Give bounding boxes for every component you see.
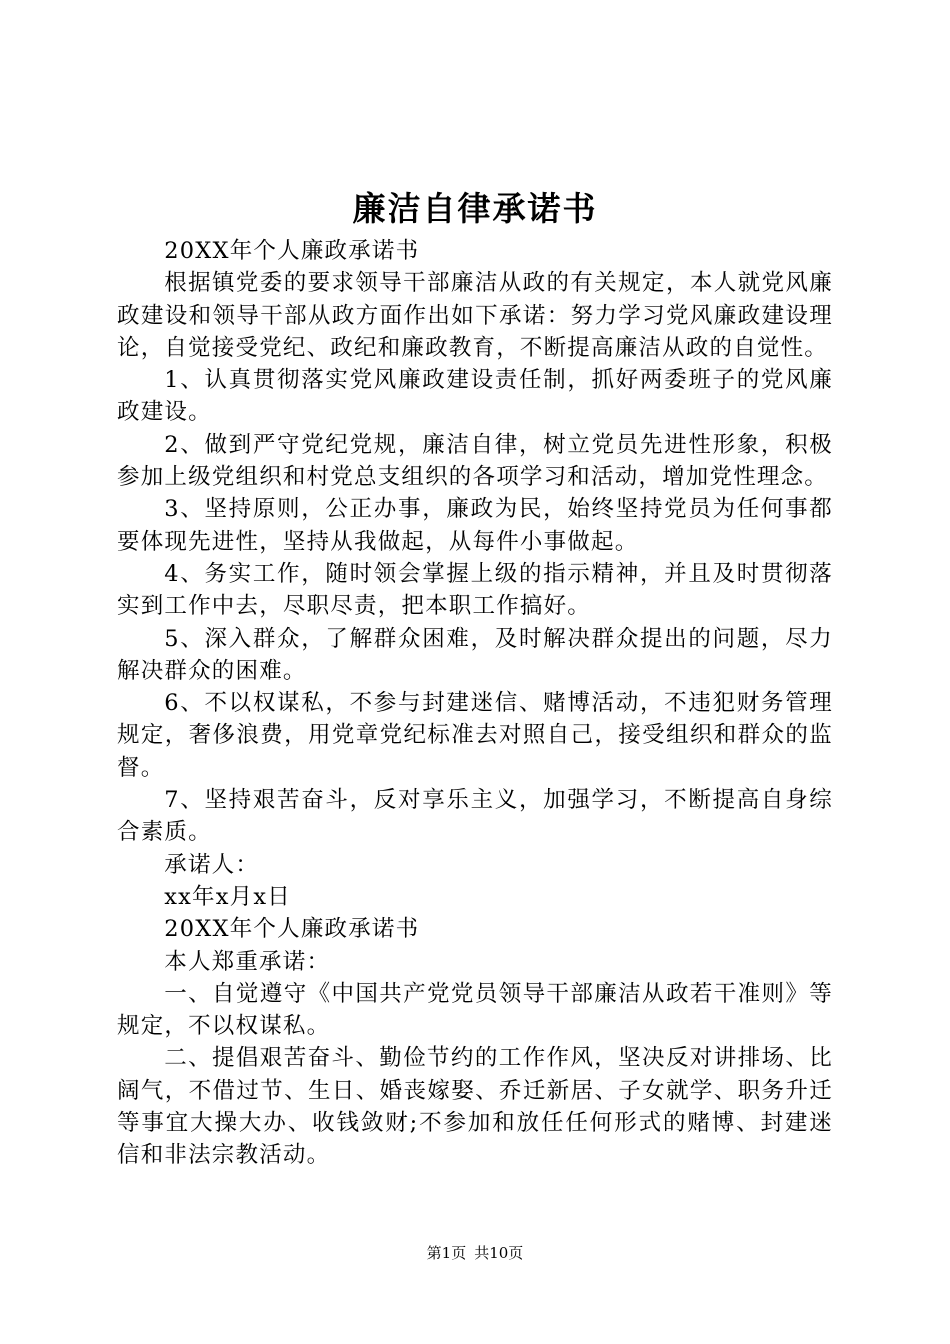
page-footer: [0, 1243, 950, 1263]
paragraph-item-6: 6、不以权谋私，不参与封建迷信、赌博活动，不违犯财务管理规定，奢侈浪费，用党章党纪标准去对照自己，接受组织和群众的监督。: [117, 690, 833, 781]
paragraph-item-5: 5、深入群众，了解群众困难，及时解决群众提出的问题，尽力解决群众的困难。: [117, 625, 833, 684]
document-body: [117, 235, 833, 1172]
pledge-item-2: 二、提倡艰苦奋斗、勤俭节约的工作作风，坚决反对讲排场、比阔气，不借过节、生日、婚丧嫁娶、乔迁新居、子女就学、职务升迁等事宜大操大办、收钱敛财;不参加和放任任何形式的赌博、封建迷信和非法宗教活动。: [117, 1045, 833, 1169]
paragraph-item-7: 7、坚持艰苦奋斗，反对享乐主义，加强学习，不断提高自身综合素质。: [117, 787, 833, 846]
pledge-opening: 本人郑重承诺：: [164, 948, 331, 975]
page-total: 共10页: [474, 1244, 524, 1262]
paragraph-item-3: 3、坚持原则，公正办事，廉政为民，始终坚持党员为任何事都要体现先进性，坚持从我做起，从每件小事做起。: [117, 496, 833, 555]
paragraph-item-4: 4、务实工作，随时领会掌握上级的指示精神，并且及时贯彻落实到工作中去，尽职尽责，把本职工作搞好。: [117, 560, 833, 620]
page-number: 第1页: [426, 1244, 467, 1262]
pledge-item-1: 一、自觉遵守《中国共产党党员领导干部廉洁从政若干准则》等规定，不以权谋私。: [117, 980, 833, 1040]
paragraph-subtitle-2: 20XX年个人廉政承诺书: [164, 916, 420, 943]
date-line: xx年x月x日: [164, 883, 291, 910]
paragraph-item-2: 2、做到严守党纪党规，廉洁自律，树立党员先进性形象，积极参加上级党组织和村党总支组织的各项学习和活动，增加党性理念。: [117, 431, 833, 491]
paragraph-item-1: 1、认真贯彻落实党风廉政建设责任制，抓好两委班子的党风廉政建设。: [117, 367, 833, 426]
paragraph-subtitle-1: 20XX年个人廉政承诺书: [164, 238, 420, 264]
paragraph-intro: 根据镇党委的要求领导干部廉洁从政的有关规定，本人就党风廉政建设和领导干部从政方面作出如下承诺：努力学习党风廉政建设理论，自觉接受党纪、政纪和廉政教育，不断提高廉洁从政的自觉性。: [117, 270, 833, 361]
document-title: 廉洁自律承诺书: [352, 189, 598, 228]
signatory-label: 承诺人：: [164, 851, 260, 878]
